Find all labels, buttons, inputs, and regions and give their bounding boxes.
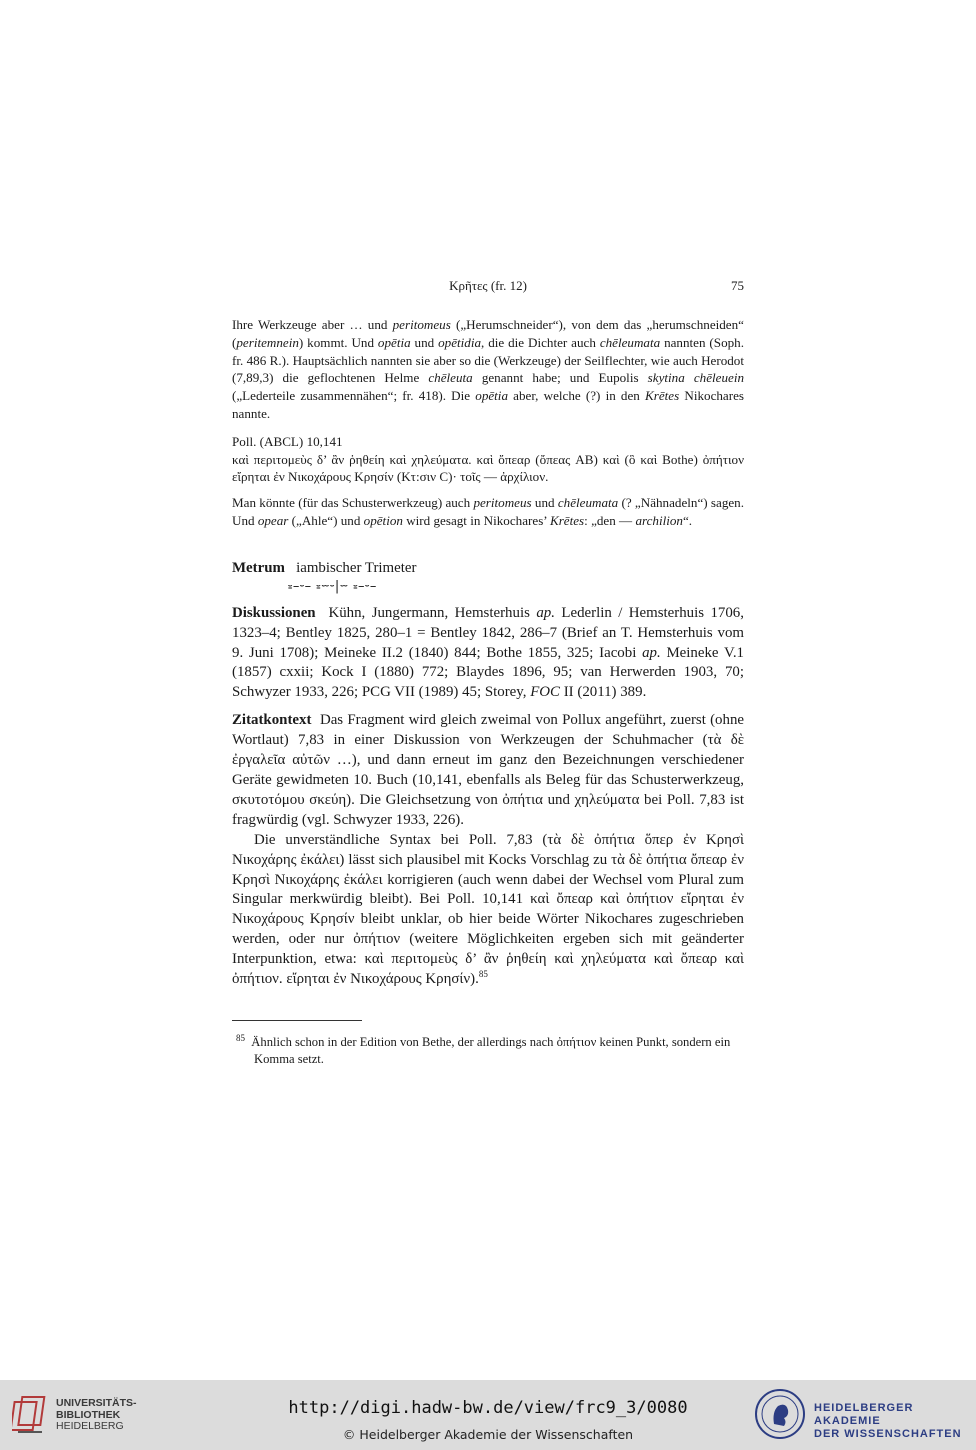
metrum-label: Metrum	[232, 559, 285, 576]
translation-paragraph-2	[232, 494, 744, 530]
text-run: nannten (Soph. fr. 486 R.). Hauptsächlich nannten sie aber so die (Werkzeuge) der Seilflechter, wie auch Herodot (7,89,3) die geflochtenen Helme	[232, 334, 744, 386]
text-run: ) kommt. Und	[298, 334, 378, 350]
text-run: („Herumschneider“), von dem das „herumschneiden“ (	[232, 317, 744, 350]
library-logo-line-2: BIBLIOTHEK	[56, 1408, 121, 1421]
italic-term: chēleumata	[599, 334, 661, 350]
footnote-text: Ähnlich schon in der Edition von Bethe, der allerdings nach ὀπήτιον keinen Punkt, sondern ein Komma setzt.	[251, 1034, 731, 1066]
italic-term: opētia	[377, 334, 411, 350]
text-run: : „den —	[584, 512, 636, 528]
italic-term: peritemnein	[236, 334, 299, 350]
academy-logo[interactable]	[754, 1388, 970, 1442]
running-head	[232, 278, 744, 298]
zitatkontext-paragraph	[232, 711, 744, 830]
metrum-text: iambischer Trimeter	[296, 559, 417, 576]
footer-bar	[0, 1380, 976, 1450]
page-content	[232, 278, 744, 1080]
footnote-divider	[232, 1020, 362, 1021]
italic-term: opear	[257, 512, 289, 528]
italic-term: peritomeus	[473, 495, 532, 511]
permalink-url[interactable]: http://digi.hadw-bw.de/view/frc9_3/0080	[288, 1398, 688, 1418]
page-number: 75	[731, 278, 744, 293]
text-run: aber, welche (?) in den	[508, 388, 646, 404]
diskussionen-label: Diskussionen	[232, 604, 316, 621]
zitatkontext-paragraph-2	[232, 831, 744, 990]
italic-term: Krētes	[645, 388, 680, 404]
running-head-title: Κρῆτες (fr. 12)	[449, 278, 527, 293]
text-run: („Lederteile zusammennähen“; fr. 418). Die	[232, 388, 476, 404]
text-run: („Ahle“) und	[288, 512, 364, 528]
italic-term: peritomeus	[392, 317, 451, 332]
text-run: Ihre Werkzeuge aber … und	[232, 317, 393, 332]
italic-term: opētia	[475, 388, 508, 404]
text-run: Kühn, Jungermann, Hemsterhuis	[328, 604, 537, 621]
italic-term: skytina chēleuein	[647, 370, 745, 386]
footnote-reference[interactable]: 85	[478, 969, 488, 980]
italic-term: Krētes	[549, 512, 585, 528]
academy-logo-line-2: DER WISSENSCHAFTEN	[814, 1428, 962, 1440]
text-run: (? „Nähnadeln“) sagen. Und	[232, 495, 744, 528]
translation-paragraph	[232, 316, 744, 423]
text-run: Meineke V.1 (1857) cxxii; Kock I (1880) 772; Blaydes 1896, 95; van Herwerden 1903, 70; Schwyzer 1933, 226; PCG VII (1989) 45; Storey,	[232, 644, 745, 701]
text-run: “.	[682, 512, 693, 528]
italic-term: chēleuta	[428, 370, 473, 386]
academy-logo-line-1: HEIDELBERGER AKADEMIE	[814, 1402, 914, 1427]
diskussionen-paragraph	[232, 604, 744, 704]
italic-term: ap.	[536, 604, 555, 621]
text-run: , die die Dichter auch	[481, 334, 600, 350]
source-greek-text: καὶ περιτομεὺς δ’ ἂν ῥηθείη καὶ χηλεύματα. καὶ ὄπεαρ (ὄπεας AB) καὶ (ὃ καὶ Bothe) ὀπήτιον εἴρηται ἐν Νικοχάρους Κρησίν (Κτ:σιν C)· τοῖς — ἀρχίλιον.	[232, 451, 744, 485]
library-logo-line-1: UNIVERSITÄTS-	[56, 1397, 137, 1409]
library-logo-line-3: HEIDELBERG	[56, 1420, 124, 1432]
text-run: Man könnte (für das Schusterwerkzeug) auch	[232, 495, 474, 511]
text-run: Nikochares nannte.	[232, 388, 745, 421]
italic-term: opētidia	[438, 334, 482, 350]
text-run: wird gesagt in Nikochares’	[402, 512, 550, 528]
italic-term: FOC	[530, 684, 560, 701]
copyright-notice: © Heidelberger Akademie der Wissenschaften	[342, 1427, 634, 1442]
footnote	[232, 1034, 744, 1068]
text-run: genannt habe; und Eupolis	[472, 370, 648, 386]
footnote-number: 85	[236, 1032, 245, 1043]
zitatkontext-label: Zitatkontext	[232, 712, 312, 729]
text-run: Lederlin / Hemsterhuis 1706, 1323–4; Bentley 1825, 280–1 = Bentley 1842, 286–7 (Brief an T. Hemsterhuis vom 9. Juni 1708); Meineke II.2 (1840) 844; Bothe 1855, 325; Iacobi	[232, 604, 744, 661]
text-run: II (2011) 389.	[560, 684, 647, 701]
text-run: und	[531, 495, 558, 511]
text-run: und	[410, 334, 439, 350]
italic-term: opētion	[363, 512, 403, 528]
metrum-line	[232, 558, 744, 578]
italic-term: archilion	[635, 512, 683, 528]
zitatkontext-text: Das Fragment wird gleich zweimal von Pollux angeführt, zuerst (ohne Wortlaut) 7,83 in einer Diskussion von Werkzeugen der Schuhmacher (τὰ δὲ ἐργαλεῖα αὐτῶν …), und dann erneut im ganz den Bezeichnungen verschiedener Geräte gewidmeten 10. Buch (10,141, ebenfalls als Beleg für das Schusterwerkzeug, σκυτοτόμου σκεύη). Die Gleichsetzung von ὀπήτια und χηλεύματα bei Poll. 7,83 ist fragwürdig (vgl. Schwyzer 1933, 226).	[232, 712, 745, 828]
metrum-scheme: ⏓–⏑– ⏓⏖⏑|⏖ ⏓–⏑–	[288, 578, 377, 594]
academy-seal-icon	[754, 1388, 806, 1440]
italic-term: ap.	[642, 644, 661, 661]
italic-term: chēleumata	[557, 495, 619, 511]
zitatkontext-text-2: Die unverständliche Syntax bei Poll. 7,83 (τὰ δὲ ὀπήτια ὅπερ ἐν Κρησὶ Νικοχάρης ἐκάλει) lässt sich plausibel mit Kocks Vorschlag zu τὰ δὲ ὀπήτια ὄπεαρ ἐν Κρησὶ Νικοχάρης ἐκάλει korrigieren (auch wenn dabei der Wechsel vom Plural zum Singular merkwürdig bleibt). Bei Poll. 10,141 καὶ ὄπεαρ καὶ ὀπήτιον εἴρηται ἐν Νικοχάρους Κρησίν bleibt unklar, ob hier beide Wörter Nikochares zugeschrieben werden, oder nur ὀπήτιον (weitere Möglichkeiten ergeben sich mit geänderter Interpunktion, etwa: καὶ περιτομεὺς δ’ ἂν ῥηθείη καὶ χηλεύματα καὶ ὄπεαρ καὶ ὀπήτιον. εἴρηται ἐν Νικοχάρους Κρησίν).	[232, 831, 744, 988]
source-reference: Poll. (ABCL) 10,141	[232, 433, 343, 449]
